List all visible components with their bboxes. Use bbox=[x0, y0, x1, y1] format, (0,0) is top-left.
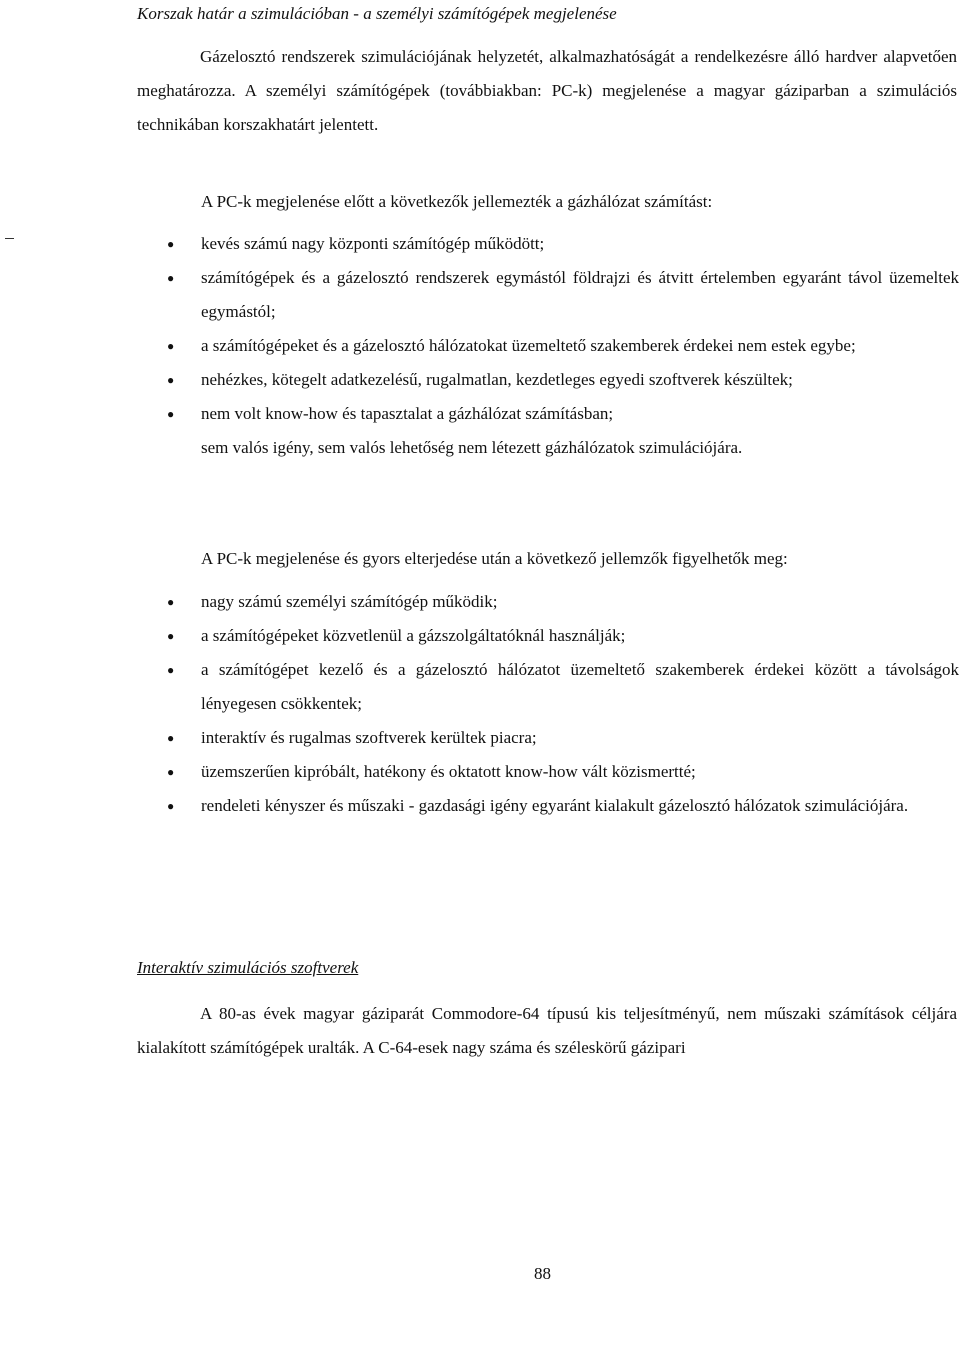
bullet-icon: ● bbox=[167, 339, 175, 353]
bullet-icon: ● bbox=[167, 663, 175, 677]
bullet-icon: ● bbox=[167, 373, 175, 387]
section-heading-era: Korszak határ a szimulációban - a személyi számítógépek megjelenése bbox=[137, 4, 617, 23]
bullet-icon: ● bbox=[167, 629, 175, 643]
before-pc-list bbox=[137, 227, 959, 465]
list-tail-line: sem valós igény, sem valós lehetőség nem létezett gázhálózatok szimulációjára. bbox=[201, 438, 743, 457]
bullet-icon: ● bbox=[167, 595, 175, 609]
bullet-icon: ● bbox=[167, 271, 175, 285]
intro-paragraph: Gázelosztó rendszerek szimulációjának helyzetét, alkalmazhatóságát a rendelkezésre álló hardver alapvetően meghatározza. A személyi számítógépek (továbbiakban: PC-k) megjelenése a magyar gáziparban a szimulációs technikában korszakhatárt jelentett. bbox=[137, 47, 957, 134]
list-item: ● nagy számú személyi számítógép működik; bbox=[137, 585, 959, 619]
list-item: ● nem volt know-how és tapasztalat a gázhálózat számításban; bbox=[137, 397, 959, 431]
bullet-icon: ● bbox=[167, 731, 175, 745]
section-heading-software: Interaktív szimulációs szoftverek bbox=[137, 958, 359, 977]
list-item: ● kevés számú nagy központi számítógép működött; bbox=[137, 227, 959, 261]
list-item: ● számítógépek és a gázelosztó rendszerek egymástól földrajzi és átvitt értelemben egyaránt távol üzemeltek egymástól; bbox=[137, 261, 959, 329]
list-item: ● rendeleti kényszer és műszaki - gazdasági igény egyaránt kialakult gázelosztó hálózatok szimulációjára. bbox=[137, 789, 959, 823]
page-number: 88 bbox=[534, 1264, 551, 1283]
margin-mark bbox=[5, 238, 14, 239]
list-item: ● üzemszerűen kipróbált, hatékony és oktatott know-how vált közismertté; bbox=[137, 755, 959, 789]
bullet-icon: ● bbox=[167, 799, 175, 813]
bullet-icon: ● bbox=[167, 237, 175, 251]
list-item: ● nehézkes, kötegelt adatkezelésű, rugalmatlan, kezdetleges egyedi szoftverek készültek; bbox=[137, 363, 959, 397]
software-paragraph: A 80-as évek magyar gáziparát Commodore-64 típusú kis teljesítményű, nem műszaki számítások céljára kialakított számítógépek uralták. A C-64-esek nagy száma és széleskörű gázipari bbox=[137, 1004, 957, 1057]
bullet-icon: ● bbox=[167, 765, 175, 779]
list-item: ● a számítógépeket és a gázelosztó hálózatokat üzemeltető szakemberek érdekei nem estek egybe; bbox=[137, 329, 959, 363]
list-item: ● interaktív és rugalmas szoftverek kerültek piacra; bbox=[137, 721, 959, 755]
before-pc-intro: A PC-k megjelenése előtt a következők jellemezték a gázhálózat számítást: bbox=[201, 192, 713, 211]
list-item: ● a számítógépeket közvetlenül a gázszolgáltatóknál használják; bbox=[137, 619, 959, 653]
after-pc-list bbox=[137, 585, 959, 823]
after-pc-intro: A PC-k megjelenése és gyors elterjedése után a következő jellemzők figyelhetők meg: bbox=[201, 549, 788, 568]
list-item: ● a számítógépet kezelő és a gázelosztó hálózatot üzemeltető szakemberek érdekei között a távolságok lényegesen csökkentek; bbox=[137, 653, 959, 721]
bullet-icon: ● bbox=[167, 407, 175, 421]
